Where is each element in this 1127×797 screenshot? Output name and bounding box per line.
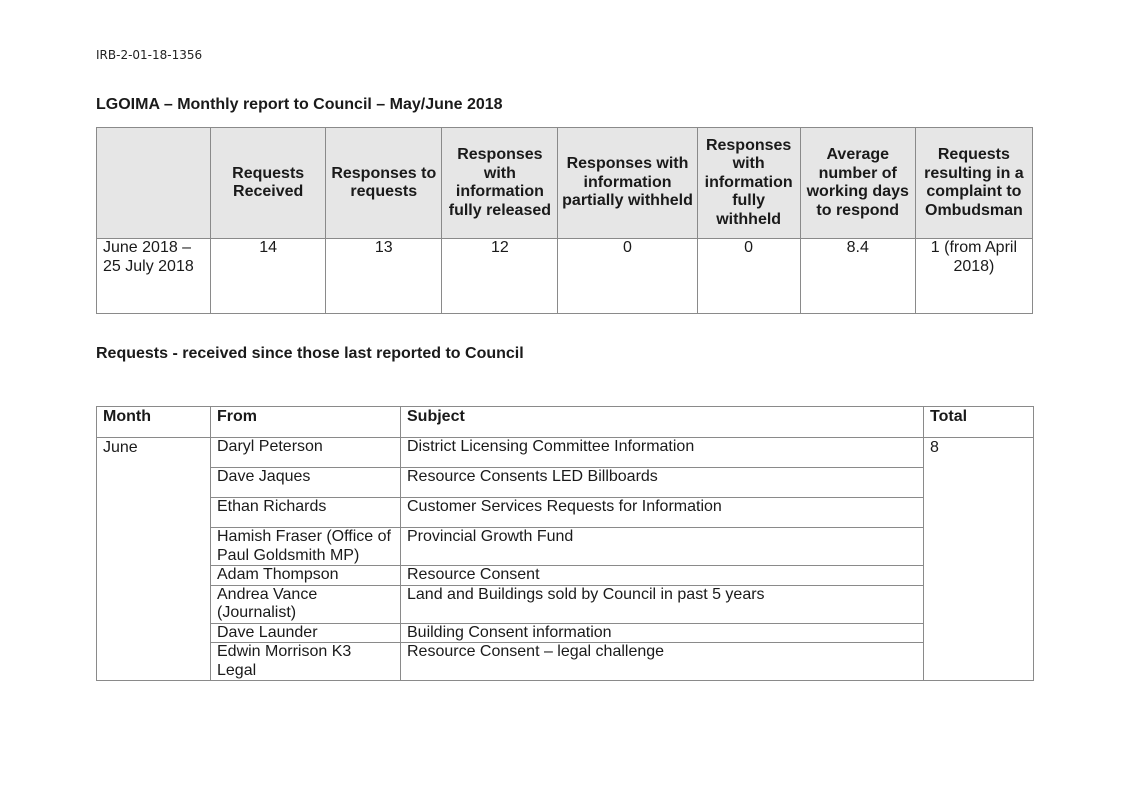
summary-header-row bbox=[97, 128, 1033, 239]
summary-table bbox=[96, 127, 1033, 314]
table-row bbox=[97, 438, 1034, 468]
request-from: Dave Launder bbox=[211, 623, 401, 643]
summary-data-row bbox=[97, 239, 1033, 314]
request-from: Adam Thompson bbox=[211, 566, 401, 586]
requests-heading: Requests - received since those last reported to Council bbox=[96, 345, 524, 362]
request-subject: Resource Consents LED Billboards bbox=[401, 468, 924, 498]
request-from: Edwin Morrison K3 Legal bbox=[211, 643, 401, 681]
header-fully-released: Responses with information fully released bbox=[442, 128, 558, 239]
requests-table bbox=[96, 406, 1034, 681]
value-fully-released: 12 bbox=[442, 239, 558, 314]
value-requests-received: 14 bbox=[211, 239, 326, 314]
table-row bbox=[97, 468, 1034, 498]
summary-header-blank bbox=[97, 128, 211, 239]
request-subject: District Licensing Committee Information bbox=[401, 438, 924, 468]
table-row bbox=[97, 643, 1034, 681]
header-fully-withheld: Responses with information fully withheld bbox=[697, 128, 800, 239]
request-from: Hamish Fraser (Office of Paul Goldsmith MP) bbox=[211, 528, 401, 566]
table-row bbox=[97, 623, 1034, 643]
request-subject: Land and Buildings sold by Council in past 5 years bbox=[401, 585, 924, 623]
total-cell: 8 bbox=[924, 438, 1034, 681]
table-row bbox=[97, 566, 1034, 586]
request-subject: Customer Services Requests for Information bbox=[401, 498, 924, 528]
request-from: Andrea Vance (Journalist) bbox=[211, 585, 401, 623]
request-from: Dave Jaques bbox=[211, 468, 401, 498]
value-average-days: 8.4 bbox=[800, 239, 915, 314]
month-cell: June bbox=[97, 438, 211, 681]
header-month: Month bbox=[97, 407, 211, 438]
value-fully-withheld: 0 bbox=[697, 239, 800, 314]
request-from: Ethan Richards bbox=[211, 498, 401, 528]
table-row bbox=[97, 528, 1034, 566]
value-ombudsman-complaints: 1 (from April 2018) bbox=[915, 239, 1032, 314]
table-row bbox=[97, 585, 1034, 623]
value-responses: 13 bbox=[326, 239, 442, 314]
request-subject: Building Consent information bbox=[401, 623, 924, 643]
header-from: From bbox=[211, 407, 401, 438]
header-ombudsman-complaints: Requests resulting in a complaint to Ombudsman bbox=[915, 128, 1032, 239]
header-subject: Subject bbox=[401, 407, 924, 438]
request-subject: Provincial Growth Fund bbox=[401, 528, 924, 566]
header-requests-received: Requests Received bbox=[211, 128, 326, 239]
request-subject: Resource Consent bbox=[401, 566, 924, 586]
requests-header-row bbox=[97, 407, 1034, 438]
summary-period: June 2018 – 25 July 2018 bbox=[97, 239, 211, 314]
header-average-days: Average number of working days to respond bbox=[800, 128, 915, 239]
table-row bbox=[97, 498, 1034, 528]
header-responses-to-requests: Responses to requests bbox=[326, 128, 442, 239]
report-title: LGOIMA – Monthly report to Council – May/June 2018 bbox=[96, 96, 503, 113]
document-reference: IRB-2-01-18-1356 bbox=[96, 48, 203, 62]
request-subject: Resource Consent – legal challenge bbox=[401, 643, 924, 681]
request-from: Daryl Peterson bbox=[211, 438, 401, 468]
header-partially-withheld: Responses with information partially withheld bbox=[558, 128, 697, 239]
value-partially-withheld: 0 bbox=[558, 239, 697, 314]
header-total: Total bbox=[924, 407, 1034, 438]
